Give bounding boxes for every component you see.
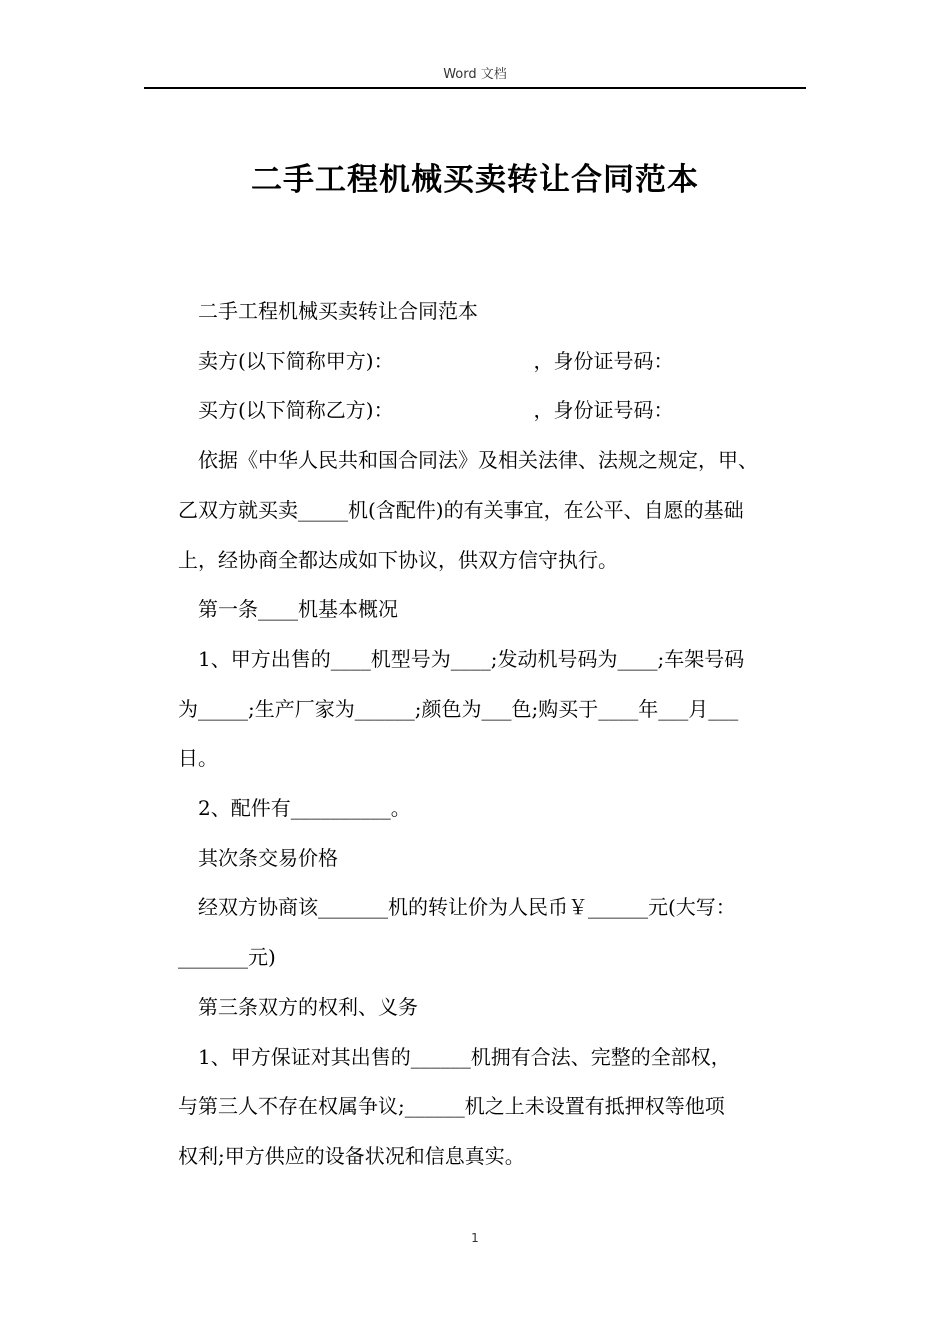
body-line: 第一条____机基本概况 (198, 597, 398, 622)
body-line: 权利;甲方供应的设备状况和信息真实。 (178, 1143, 525, 1168)
body-line: 乙双方就买卖_____机(含配件)的有关事宜，在公平、自愿的基础 (178, 497, 744, 522)
document-body (178, 287, 818, 1182)
body-line: 经双方协商该_______机的转让价为人民币￥______元(大写： (198, 895, 736, 920)
body-line: 为_____;生产厂家为______;颜色为___色;购买于____年___月___ (178, 696, 739, 721)
header-rule (144, 87, 806, 89)
body-line: _______元) (178, 945, 276, 970)
document-title: 二手工程机械买卖转让合同范本 (251, 162, 699, 198)
body-line: 1、甲方保证对其出售的______机拥有合法、完整的全部权， (198, 1044, 731, 1069)
body-line: 第三条双方的权利、义务 (198, 994, 418, 1019)
body-line: 上，经协商全都达成如下协议，供双方信守执行。 (178, 547, 618, 572)
body-line: 依据《中华人民共和国合同法》及相关法律、法规之规定，甲、 (198, 448, 758, 473)
page-header: Word 文档 (443, 67, 507, 82)
body-line: 二手工程机械买卖转让合同范本 (198, 299, 478, 323)
body-line: 日。 (178, 746, 218, 771)
body-line: 1、甲方出售的____机型号为____;发动机号码为____;车架号码 (198, 646, 745, 671)
body-line: 与第三人不存在权属争议;______机之上未设置有抵押权等他项 (178, 1094, 725, 1119)
body-line: 2、配件有__________。 (198, 796, 411, 821)
page-number: 1 (471, 1231, 479, 1245)
body-line: 其次条交易价格 (198, 845, 338, 870)
body-line: 卖方(以下简称甲方)： ，身份证号码： (198, 348, 674, 373)
body-line: 买方(以下简称乙方)： ，身份证号码： (198, 398, 674, 423)
